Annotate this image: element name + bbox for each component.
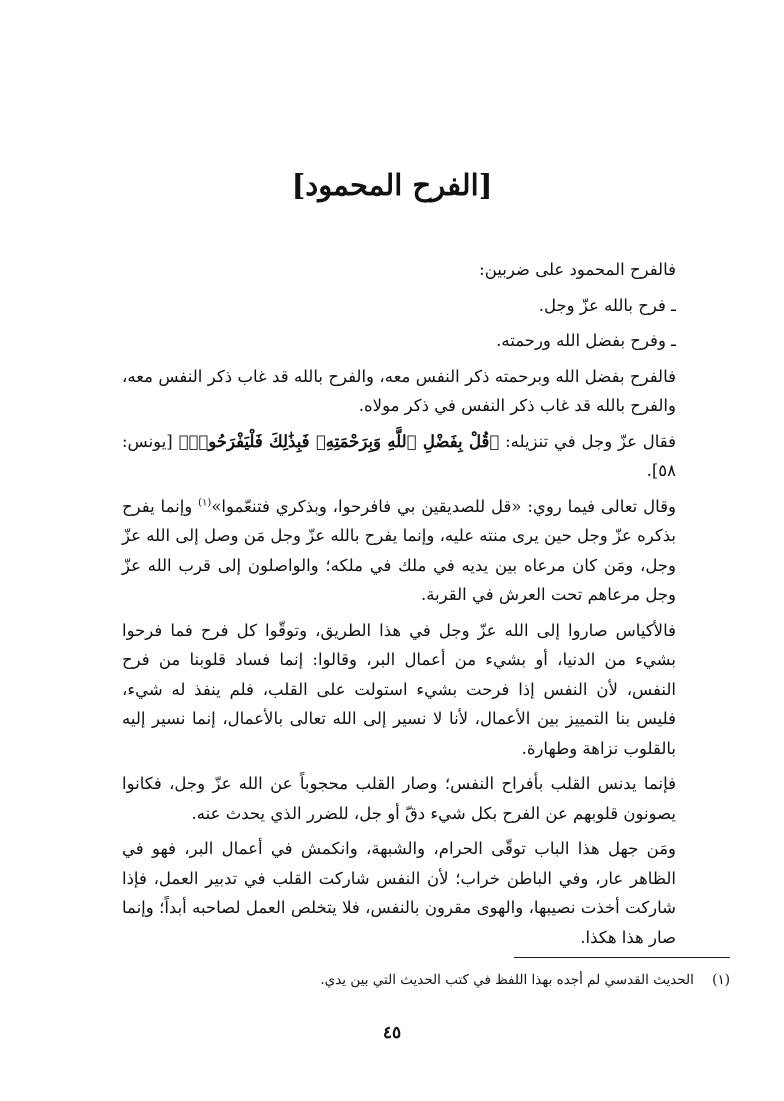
list-item-joy-in-allah: ـ فرح بالله عزّ وجل.	[538, 295, 676, 315]
footnote-number: (١)	[712, 972, 730, 988]
footnote	[110, 970, 730, 990]
list-item-joy-in-grace: ـ وفرح بفضل الله ورحمته.	[496, 331, 676, 350]
paragraph-heart-veiled: فإنما يدنس القلب بأفراح النفس؛ وصار القلب محجوباً عن الله عزّ وجل، فكانوا يصونون قلوبهم عن الفرح بكل شيء دقّ أو جل، للضرر الذي يحدث عنه.	[122, 774, 676, 823]
hadith-quote: وقال تعالى فيما روي: «قل للصديقين بي فافرحوا، وبذكري فتنعّموا»	[211, 496, 676, 516]
paragraph-explanation: فالفرح بفضل الله وبرحمته ذكر النفس معه، والفرح بالله قد غاب ذكر النفس معه، والفرح بالله قد غاب ذكر النفس في ذكر مولاه.	[122, 366, 676, 415]
hadith-commentary: وإنما يفرح بذكره عزّ وجل حين يرى منته عليه، وإنما يفرح بالله عزّ وجل مَن وصل إلى الله عزّ وجل، ومَن كان مرعاه بين يديه في ملك في ملكه؛ والواصلون إلى قرب الله عزّ وجل مرعاهم تحت العرش في القربة.	[122, 496, 676, 604]
paragraph-verse	[122, 427, 676, 486]
paragraph-ignorance: ومَن جهل هذا الباب توقّى الحرام، والشبهة، وانكمش في أعمال البر، فهو في الظاهر عار، وفي الباطن خراب؛ لأن النفس شاركت القلب في تدبير العمل، فإذا شاركت أخذت نصيبها، والهوى مقرون بالنفس، فلا يتخلص العمل لصاحبه أبداً؛ وإنما صار هذا هكذا.	[122, 839, 676, 947]
paragraph-intro: فالفرح المحمود على ضربين:	[479, 260, 676, 279]
quran-verse: ﴿قُلْ بِفَضْلِ ٱللَّهِ وَبِرَحْمَتِهِۦ فَبِذَٰلِكَ فَلْيَفْرَحُوا۟﴾	[178, 431, 500, 451]
footnote-marker: (١)	[198, 497, 212, 508]
page-number: ٤٥	[382, 1023, 402, 1043]
verse-intro: فقال عزّ وجل في تنزيله:	[505, 431, 676, 451]
footnote-text: الحديث القدسي لم أجده بهذا اللفظ في كتب الحديث التي بين يدي.	[320, 972, 694, 988]
section-title: [الفرح المحمود]	[291, 168, 493, 202]
footnote-divider	[514, 957, 730, 958]
body-text	[122, 255, 676, 958]
verse-reference: [يونس: ٥٨].	[122, 431, 676, 480]
paragraph-wise-ones: فالأكياس صاروا إلى الله عزّ وجل في هذا الطريق، وتوقّوا كل فرح فما فرحوا بشيء من الدنيا، أو بشيء من أعمال البر، وقالوا: إنما فساد قلوبنا من فرح النفس، لأن النفس إذا فرحت بشيء استولت على القلب، فلم ينفذ له شيء، فليس بنا التمييز بين الأعمال، لأنا لا نسير إلى الله تعالى بالأعمال، إنما نسير إليه بالقلوب نزاهة وطهارة.	[122, 620, 676, 758]
paragraph-hadith	[122, 492, 676, 610]
